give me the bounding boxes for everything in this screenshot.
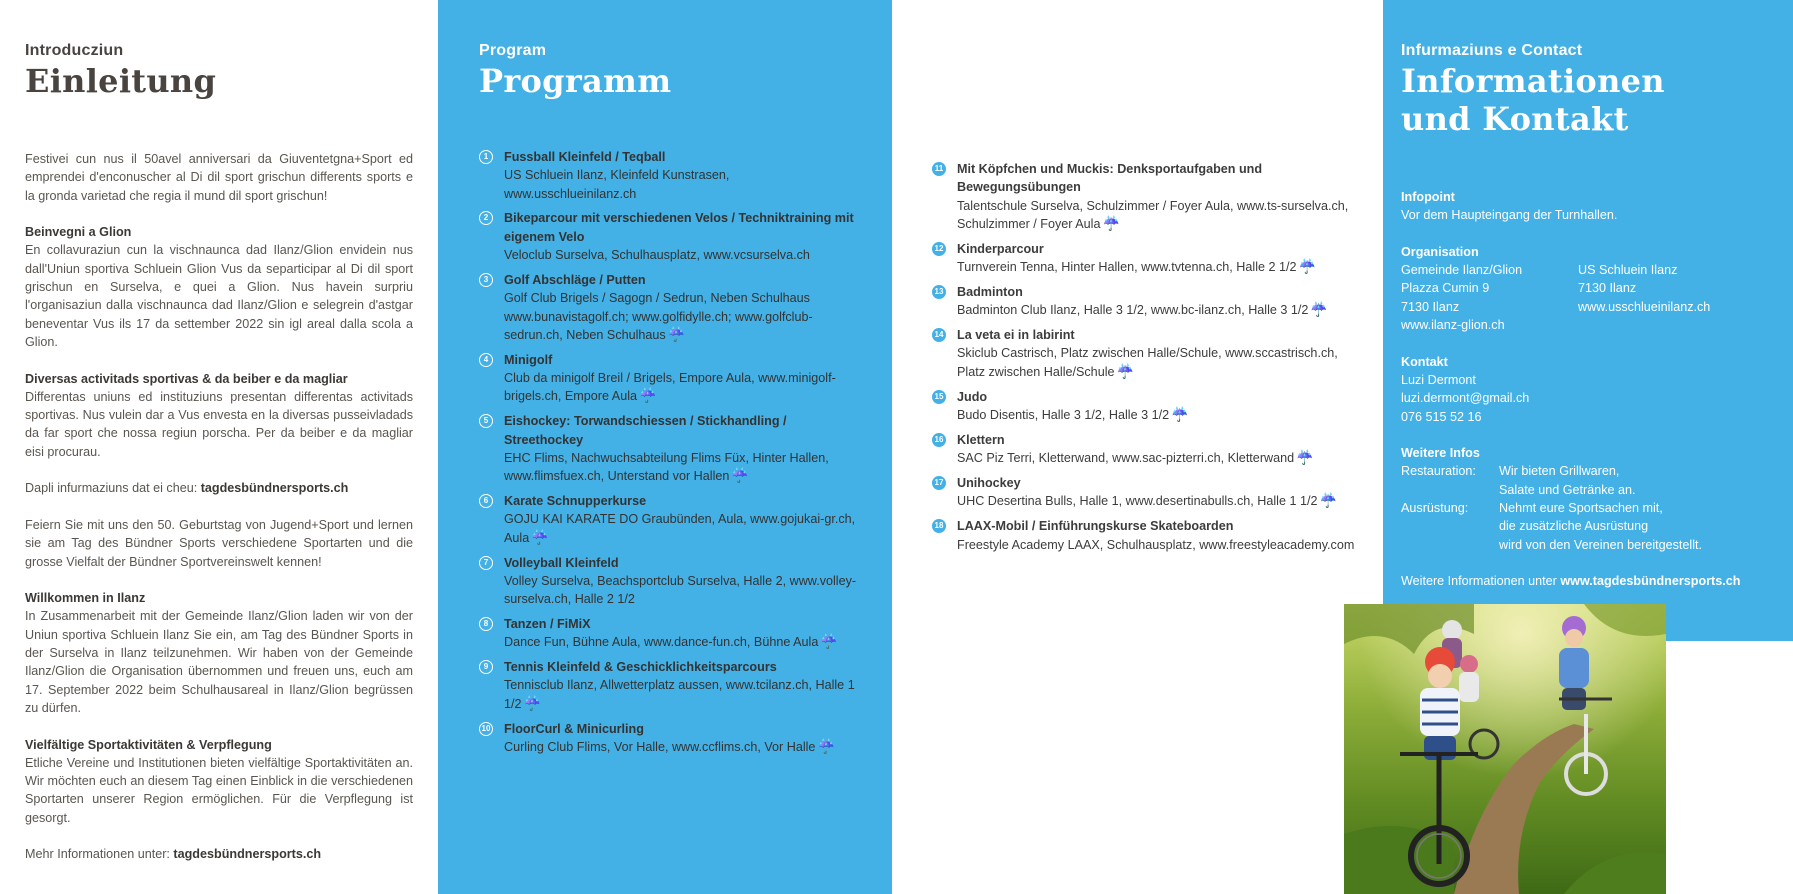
info-title-line-1: Informationen <box>1401 62 1665 100</box>
organisation-block <box>1401 243 1775 334</box>
equipment-label: Ausrüstung: <box>1401 501 1469 516</box>
number-badge: 4 <box>479 353 493 367</box>
program-item-text: SAC Piz Terri, Kletterwand, www.sac-pizterri.ch, Kletterwand <box>957 451 1295 466</box>
number-badge: 7 <box>479 556 493 570</box>
program-item-title: Kinderparcour <box>957 241 1044 256</box>
more-info-heading: Weitere Infos <box>1401 446 1480 461</box>
rain-cloud-icon: ☔ <box>667 325 686 342</box>
program-item-text: Tennisclub Ilanz, Allwetterplatz aussen, www.tcilanz.ch, Halle 1 1/2 <box>504 678 855 711</box>
org-city: 7130 Ilanz <box>1401 299 1460 314</box>
intro-paragraph-5: Feiern Sie mit uns den 50. Geburtstag von Jugend+Sport und lernen sie am Tag des Bündner Sports verschiedene Sportarten und die grosse Vielfalt der Bündner Sportvereinswelt kennen! <box>25 517 413 569</box>
program-item-3 <box>479 271 862 344</box>
program-list <box>479 148 862 756</box>
club-website-link[interactable]: www.usschlueinilanz.ch <box>1578 299 1711 314</box>
program-item-text: Curling Club Flims, Vor Halle, www.ccflims.ch, Vor Halle <box>504 739 816 754</box>
program-item-5 <box>479 412 862 485</box>
infopoint-text: Vor dem Haupteingang der Turnhallen. <box>1401 208 1618 223</box>
program-item-title: FloorCurl & Minicurling <box>504 721 644 736</box>
program-item-title: Mit Köpfchen und Muckis: Denksportaufgaben und Bewegungsübungen <box>957 162 1263 195</box>
intro-paragraph-6 <box>25 589 413 717</box>
program-item-title: Bikeparcour mit verschiedenen Velos / Techniktraining mit eigenem Velo <box>504 211 854 244</box>
intro-paragraph-8 <box>25 845 413 863</box>
program-panel-continued <box>892 0 1382 894</box>
intro-paragraph-7 <box>25 736 413 827</box>
restauration-row <box>1401 462 1775 499</box>
club-name: US Schluein Ilanz <box>1578 263 1678 278</box>
program-kicker: Program <box>479 42 547 59</box>
program-item-text: Budo Disentis, Halle 3 1/2, Halle 3 1/2 <box>957 407 1170 422</box>
program-item-7 <box>479 554 862 609</box>
number-badge: 13 <box>932 285 946 299</box>
program-item-4 <box>479 351 862 406</box>
intro-paragraph-2-heading: Beinvegni a Glion <box>25 225 132 240</box>
program-item-1 <box>479 148 862 203</box>
program-item-title: LAAX-Mobil / Einführungskurse Skateboarden <box>957 519 1234 534</box>
rain-cloud-icon: ☔ <box>639 387 657 404</box>
program-item-text: GOJU KAI KARATE DO Graubünden, Aula, www.gojukai-gr.ch, Aula <box>504 512 856 545</box>
program-panel <box>438 0 892 894</box>
program-item-title: Unihockey <box>957 476 1021 491</box>
program-item-title: Karate Schnupperkurse <box>504 494 647 509</box>
intro-paragraph-8-text: Mehr Informationen unter: <box>25 847 174 862</box>
equipment-row <box>1401 499 1775 554</box>
more-info-block <box>1401 444 1775 554</box>
number-badge: 5 <box>479 414 493 428</box>
rain-cloud-icon: ☔ <box>1319 492 1337 509</box>
intro-paragraph-7-heading: Vielfältige Sportaktivitäten & Verpflegung <box>25 737 272 752</box>
intro-paragraph-2 <box>25 223 413 351</box>
intro-website-link-rm[interactable]: tagdesbündnersports.ch <box>200 481 349 496</box>
program-title: Programm <box>479 62 672 100</box>
info-title-line-2: und Kontakt <box>1401 100 1629 138</box>
rain-cloud-icon: ☔ <box>1298 258 1316 275</box>
number-badge: 17 <box>932 476 946 490</box>
program-item-text: Skiclub Castrisch, Platz zwischen Halle/Schule, www.sccastrisch.ch, Platz zwischen Halle/Schule <box>957 346 1338 379</box>
contact-block <box>1401 353 1775 426</box>
program-item-8 <box>479 615 862 652</box>
program-item-9 <box>479 658 862 713</box>
club-city: 7130 Ilanz <box>1578 281 1637 296</box>
program-item-text: US Schluein Ilanz, Kleinfeld Kunstrasen, www.usschlueinilanz.ch <box>504 168 730 201</box>
rain-cloud-icon: ☔ <box>531 528 549 545</box>
number-badge: 14 <box>932 328 946 342</box>
info-title <box>1401 62 1775 138</box>
number-badge: 16 <box>932 433 946 447</box>
rain-cloud-icon: ☔ <box>1102 214 1120 231</box>
rain-cloud-icon: ☔ <box>817 737 835 754</box>
program-item-text: Golf Club Brigels / Sagogn / Sedrun, Neben Schulhaus www.bunavistagolf.ch; www.golfidylle.ch; www.golfclub-sedrun.ch, Neben Schulhaus <box>504 291 813 342</box>
footer-website-link[interactable]: www.tagdesbündnersports.ch <box>1560 574 1741 589</box>
number-badge: 18 <box>932 519 946 533</box>
program-item-18 <box>932 517 1362 554</box>
rain-cloud-icon: ☔ <box>1310 301 1328 318</box>
rain-cloud-icon: ☔ <box>731 467 749 484</box>
intro-paragraph-7-text: Etliche Vereine und Institutionen bieten vielfältige Sportaktivitäten an. Wir möchten euch an diesem Tag einen Einblick in die verschiedenen Sportarten unserer Region ermöglichen. Für die Verpflegung ist gesorgt. <box>25 755 413 825</box>
program-item-14 <box>932 326 1362 381</box>
organisation-heading: Organisation <box>1401 244 1479 259</box>
infopoint-heading: Infopoint <box>1401 190 1455 204</box>
photo-illustration <box>1344 604 1666 894</box>
program-item-title: Fussball Kleinfeld / Teqball <box>504 150 666 164</box>
info-panel <box>1383 0 1793 641</box>
program-item-2 <box>479 209 862 264</box>
program-item-text: Veloclub Surselva, Schulhausplatz, www.vcsurselva.ch <box>504 248 810 263</box>
rain-cloud-icon: ☔ <box>820 633 838 650</box>
program-item-13 <box>932 283 1362 320</box>
intro-paragraph-4-text: Dapli infurmaziuns dat ei cheu: <box>25 481 201 496</box>
intro-kicker: Introducziun <box>25 42 124 59</box>
program-item-title: Judo <box>957 389 988 404</box>
intro-paragraph-6-heading: Willkommen in Ilanz <box>25 591 146 606</box>
intro-paragraph-3 <box>25 370 413 461</box>
program-item-title: Eishockey: Torwandschiessen / Stickhandling / Streethockey <box>504 414 787 447</box>
number-badge: 12 <box>932 242 946 256</box>
rain-cloud-icon: ☔ <box>1296 449 1314 466</box>
program-item-title: Volleyball Kleinfeld <box>504 555 619 570</box>
program-item-text: Dance Fun, Bühne Aula, www.dance-fun.ch, Bühne Aula <box>504 635 819 650</box>
program-item-text: UHC Desertina Bulls, Halle 1, www.desertinabulls.ch, Halle 1 1/2 <box>957 494 1318 509</box>
intro-panel <box>0 0 438 894</box>
program-item-6 <box>479 492 862 547</box>
restauration-label: Restauration: <box>1401 464 1476 479</box>
program-item-15 <box>932 388 1362 425</box>
org-street: Plazza Cumin 9 <box>1401 281 1490 296</box>
organisation-column-2 <box>1578 261 1710 334</box>
program-item-text: Badminton Club Ilanz, Halle 3 1/2, www.bc-ilanz.ch, Halle 3 1/2 <box>957 303 1309 318</box>
program-item-text: Turnverein Tenna, Hinter Hallen, www.tvtenna.ch, Halle 2 1/2 <box>957 260 1297 275</box>
program-item-text: Volley Surselva, Beachsportclub Surselva, Halle 2, www.volley-surselva.ch, Halle 2 1/2 <box>504 573 857 607</box>
contact-name: Luzi Dermont <box>1401 372 1476 387</box>
intro-website-link-de[interactable]: tagdesbündnersports.ch <box>173 847 322 862</box>
rain-cloud-icon: ☔ <box>1116 362 1134 379</box>
program-item-title: Badminton <box>957 284 1023 299</box>
org-website-link[interactable]: www.ilanz-glion.ch <box>1401 318 1505 333</box>
program-item-17 <box>932 474 1362 511</box>
number-badge: 15 <box>932 390 946 404</box>
program-item-title: Golf Abschläge / Putten <box>504 272 646 287</box>
contact-email-link[interactable]: luzi.dermont@gmail.ch <box>1401 391 1530 406</box>
program-item-11 <box>932 160 1362 233</box>
intro-paragraph-3-heading: Diversas activitads sportivas & da beiber e da magliar <box>25 371 348 386</box>
intro-paragraph-2-text: En collavuraziun cun la vischnaunca dad Ilanz/Glion envidein nus dall'Uniun sportiva Schluein Glion Vus da separticipar al Di dil sport grischun en Surselva, e quei a Glion. Nus havein surpriu l'organisaziun dalla vischnaunca dad Ilanz/Glion e selegrein d'astgar beneventar Vus ils 17 da settember 2022 sin igl areal dalla scola a Glion. <box>25 243 413 349</box>
rain-cloud-icon: ☔ <box>523 694 541 711</box>
number-badge: 3 <box>479 273 493 287</box>
kids-biking-photo <box>1344 604 1666 894</box>
number-badge: 8 <box>479 617 493 631</box>
restauration-line-1: Wir bieten Grillwaren, <box>1499 464 1620 479</box>
number-badge: 10 <box>479 722 493 736</box>
number-badge: 11 <box>932 162 946 176</box>
program-item-title: Minigolf <box>504 352 553 367</box>
intro-title: Einleitung <box>25 62 217 100</box>
program-item-text: EHC Flims, Nachwuchsabteilung Flims Füx, Hinter Hallen, www.flimsfuex.ch, Unterstand vor Hallen <box>504 450 829 484</box>
program-item-text: Club da minigolf Breil / Brigels, Empore Aula, www.minigolf-brigels.ch, Empore Aula <box>504 371 836 404</box>
program-item-title: Klettern <box>957 432 1005 447</box>
equipment-line-2: die zusätzliche Ausrüstung <box>1499 519 1649 534</box>
program-item-text: Talentschule Surselva, Schulzimmer / Foyer Aula, www.ts-surselva.ch, Schulzimmer / Foyer Aula <box>957 198 1349 231</box>
program-item-title: Tanzen / FiMiX <box>504 616 591 631</box>
program-item-12 <box>932 240 1362 277</box>
number-badge: 2 <box>479 211 493 225</box>
program-item-text: Freestyle Academy LAAX, Schulhausplatz, www.freestyleacademy.com <box>957 537 1355 552</box>
number-badge: 1 <box>479 150 493 164</box>
restauration-line-2: Salate und Getränke an. <box>1499 482 1636 497</box>
program-item-title: La veta ei in labirint <box>957 328 1075 343</box>
number-badge: 9 <box>479 660 493 674</box>
organisation-column-1 <box>1401 261 1578 334</box>
program-item-16 <box>932 431 1362 468</box>
number-badge: 6 <box>479 494 493 508</box>
intro-paragraph-1: Festivei cun nus il 50avel anniversari da Giuventetgna+Sport ed emprendei d'enconuscher al Di dil sport grischun differents sports e la gronda varietad che regia il mund dil sport grischun! <box>25 152 413 203</box>
intro-paragraph-3-text: Differentas uniuns ed instituziuns presentan differentas activitads sportivas. Nus vulein dar a Vus envesta en la diversas pusseivladads da far sport che nossa regiun porscha. Per da beiber e da magliar eisi procurau. <box>25 389 413 459</box>
equipment-line-1: Nehmt eure Sportsachen mit, <box>1499 501 1663 516</box>
contact-phone: 076 515 52 16 <box>1401 409 1482 424</box>
restauration-value <box>1499 462 1636 499</box>
contact-heading: Kontakt <box>1401 354 1448 369</box>
equipment-line-3: wird von den Vereinen bereitgestellt. <box>1499 537 1703 552</box>
org-name: Gemeinde Ilanz/Glion <box>1401 263 1523 278</box>
rain-cloud-icon: ☔ <box>1171 405 1189 422</box>
infopoint-block <box>1401 188 1775 225</box>
footer-info <box>1401 572 1775 590</box>
intro-paragraph-4 <box>25 479 413 497</box>
footer-text: Weitere Informationen unter <box>1401 574 1561 589</box>
program-item-title: Tennis Kleinfeld & Geschicklichkeitsparcours <box>504 660 777 675</box>
equipment-value <box>1499 499 1702 554</box>
intro-paragraph-6-text: In Zusammenarbeit mit der Gemeinde Ilanz/Glion laden wir von der Uniun sportiva Schluein Ilanz Sie ein, am Tag des Bündner Sports in der Surselva in Ilanz teilzunehmen. Wir haben von der Gemeinde Ilanz/Glion die Organisation übernommen und freuen uns, euch am 17. September 2022 beim Schulhausareal in Ilanz/Glion begrüssen zu dürfen. <box>25 609 413 715</box>
program-item-10 <box>479 720 862 757</box>
info-kicker: Infurmaziuns e Contact <box>1401 42 1583 59</box>
